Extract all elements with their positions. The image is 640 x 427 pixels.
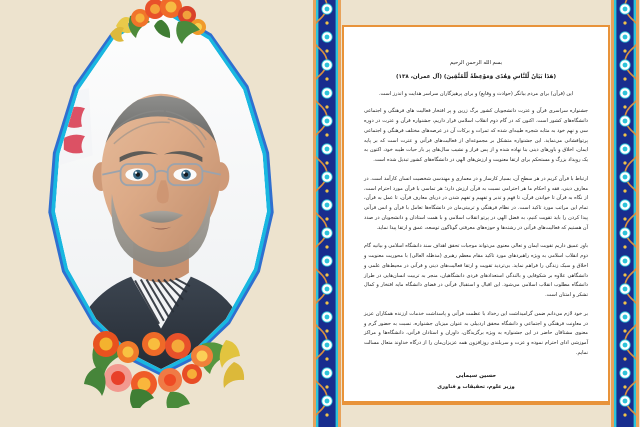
portrait-frame [46, 4, 276, 376]
signature-name: حسین سیمایی [455, 372, 497, 379]
letter-paragraph-1: جشنواره سراسری قرآن و عترت دانشجویان کشور برگ زرین و پر افتخار فعالیت های فرهنگی و اجتماعی دانشگاه‌های کشور است. اکنون که در گام دوم انقلاب اسلامی قرار داریم، جشنواره قرآن و عترت در دوره سی و نهم خود به مثابه شجره طیبه‌ای شده که ثمرات و برکات آن در عرصه‌های مختلف فرهنگی و اجتماعی پرتوافشانی می‌نماید. این جشنواره متشکل بر مجموعه‌ای از فعالیت‌های قرآنی و عترت است که بر پایه ایمان، اخلاق و باورهای دینی بنا نهاده شده و از پس فراز و نشیب سال‌های پر بار حیات طیبه خود، اکنون به یک رویداد بزرگ و مستحکم برای ارتقا معنویت و ارزش‌های الهی در دانشگاه‌های کشور تبدیل شده است. [364, 108, 588, 164]
letter-paragraph-4: بر خود لازم می‌دانم ضمن گرامیداشت این رخداد با عظمت قرآنی و پاسداشت خدمات ارزنده همکاران عزیز در معاونت فرهنگی و اجتماعی و دانشگاه محقق اردبیلی به عنوان میزبان جشنواره، نسبت به حضور گرم و معنوی مشتاقان حاضر در این جشنواره به ویژه برگزیدگان، داوران و استادان قرآنی، دانشگاه‌ها و مراکز آموزشی ادای احترام نموده و عزت و سربلندی روزافزون همه عزیزان‌مان را از درگاه خداوند متعال مسالت نمایم. [364, 310, 588, 356]
border-pad-outer-r [636, 0, 639, 427]
ornamental-border-left [316, 0, 338, 427]
border-pad-inner [338, 0, 341, 427]
letter-content [344, 27, 608, 401]
portrait-photo [53, 11, 269, 369]
letter-paper [342, 25, 610, 403]
basmala-line: بسم الله الرحمن الرحیم [449, 60, 503, 66]
letter-paragraph-2: ارتباط با قرآن کریم در هر سطح آن، بسیار کارساز و در معماری و مهندسی شخصیت انسان کارآمد است. در معارف دینی، فقه و احکام ما هر احترامی نسبت به قرآن ارزش دارد؛ هر تماسی با قرآن مورد احترام است، از نگاه به قرآن تا خواندن قرآن، تا فهم و تدبر‌ و تفهیم و تفهم شدن در دریای معارف قرآن، تا عمل به قرآن، تمام این مراتب مورد تاکید است. در نظام فرهنگی و تربیتی‌مان در دانشگاه‌ها تعامل با قرآن و انس قرآنی پیدا کردن را باید تقویت کنیم، به فضل الهی در پرتو انقلاب اسلامی و با همت استادان و دانشجویان در صدد آن هستیم که فعالیت‌های قرآنی در رشته‌ها و حوزه‌های معرفتی گوناگون توسعه، عمق و ارتقا پیدا نماید. [364, 175, 588, 231]
flower-cluster-bottom-icon [74, 322, 252, 408]
portrait-area [0, 0, 316, 427]
letter-paragraph-3: باور عمیق داریم تقویت ایمان و تعالی معنوی می‌تواند موجبات تحقق اهداف سند دانشگاه اسلامی و بیانیه گام دوم انقلاب اسلامی به ویژه راهبردهای مورد تاکید مقام معظم رهبری (مدظله العالی) با محوریت معنویت و اخلاق و سبک زندگی را فراهم نماید. بی‌تردید تقویت و ارتقا فعالیت‌های دینی و قرآنی در محیط‌های علمی و دانشگاهی علاوه بر شکوفایی و بالندگی استعدادهای فردی دانشگاهیان، منجر به تربیت انسان‌هایی در طراز دانشگاه مطلوب انقلاب اسلامی می‌شود. این اقبال و استقبال قرآنی در فضای دانشگاه مایه افتخار و کمال تشکر و امتنان است. [364, 243, 588, 299]
arabesque-pattern-left-icon [316, 0, 338, 427]
signature-title: وزیر علوم، تحقیقات و فناوری [437, 383, 515, 390]
border-pad-inner-r [611, 0, 614, 427]
letter-bottom-band [342, 403, 610, 427]
border-pad-outer [313, 0, 316, 427]
arabesque-pattern-right-icon [614, 0, 636, 427]
frame-inner-area [53, 11, 269, 369]
signature-block [364, 372, 588, 392]
ornamental-border-right [614, 0, 636, 427]
quran-verse-translation: این (قرآن) برای مردم بیانگر (حوادث و وقایع) و برای پرهیزگاران سراسر هدایت و اندرز است. [378, 90, 574, 97]
flower-cluster-top-icon [108, 0, 216, 50]
quran-verse: (هَذَا بَيَانٌ لِّلنَّاسِ وَهُدًى وَمَوْعِظَةٌ لِّلْمُتَّقِينَ) (آل عمران، ۱۳۸) [395, 74, 557, 81]
letter-block [316, 0, 640, 427]
